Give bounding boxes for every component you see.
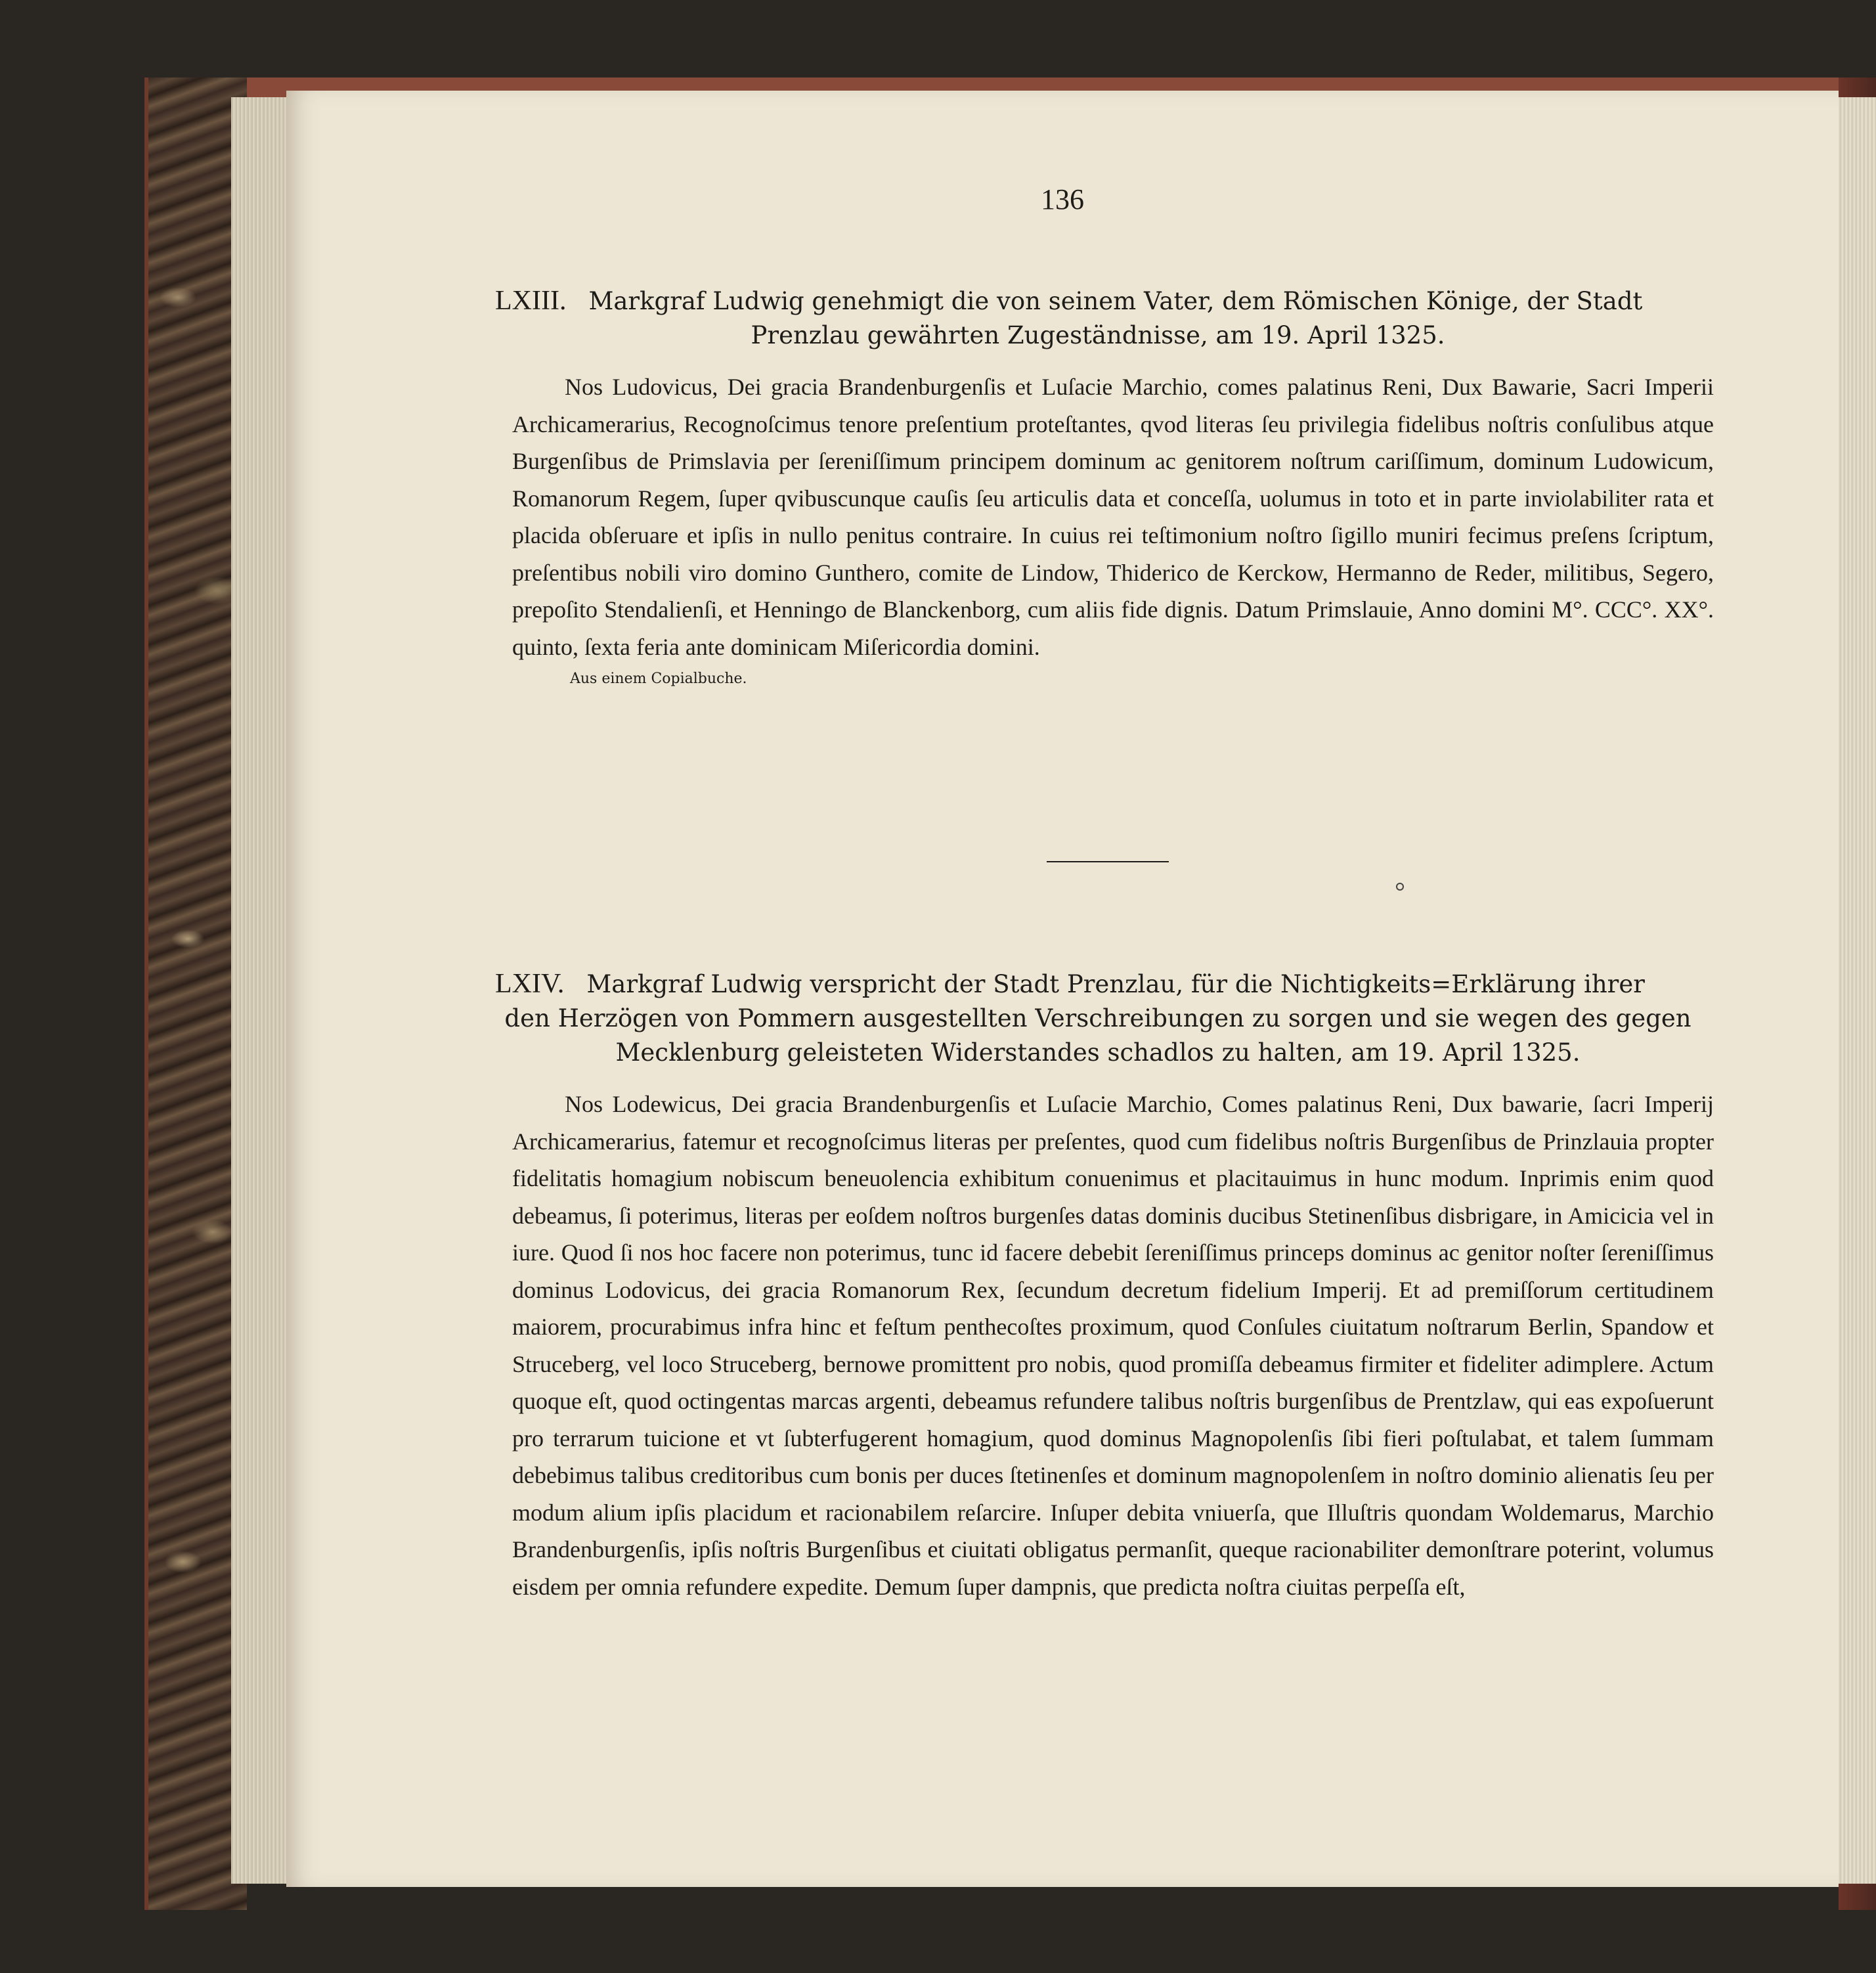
document-lxiv [286,967,1839,1605]
document-body: Nos Lodewicus, Dei gracia Brandenburgenſis et Luſacie Marchio, Comes palatinus Reni, Dux bawarie, ſacri Imperij Archicamerarius, fatemur et recognoſcimus literas per preſentes, quod cum fidelibus noſtris Burgenſibus de Prinzlauia propter fidelitatis homagium nobiscum beneuolencia exhibitum conuenimus et placitauimus in hunc modum. Inprimis enim quod debeamus, ſi poterimus, literas per eoſdem noſtros burgenſes datas dominis ducibus Stetinenſibus disbrigare, in Amicicia vel in iure. Quod ſi nos hoc facere non poterimus, tunc id facere debebit ſereniſſimus princeps dominus ac genitor noſter ſereniſſimus dominus Lodovicus, dei gracia Romanorum Rex, ſecundum decretum fidelium Imperij. Et ad premiſſorum certitudinem maiorem, procurabimus infra hinc et feſtum penthecoſtes proximum, quod Conſules ciuitatum noſtrarum Berlin, Spandow et Struceberg, vel loco Struceberg, bernowe promittent pro nobis, quod promiſſa debeamus firmiter et fideliter adimplere. Actum quoque eſt, quod octingentas marcas argenti, debeamus refundere talibus noſtris burgenſibus de Prentzlaw, qui eas expoſuerunt pro terrarum tuicione et vt ſubterfugerent homagium, quod dominus Magnopolenſis ſibi fieri poſtulabat, et talem ſummam debebimus talibus creditoribus cum bonis per duces ſtetinenſes et dominum magnopolenſem in noſtro dominio alienatis ſeu per modum alium ipſis placidum et racionabilem reſarcire. Inſuper debita vniuerſa, que Illuſtris quondam Woldemarus, Marchio Brandenburgenſis, ipſis noſtris Burgenſibus et ciuitati obligatus permanſit, queque racionabiliter demonſtrare poterint, volumus eisdem per omnia refundere expedite. Demum ſuper dampnis, que predicta noſtra ciuitas perpeſſa eſt, [512,1091,1714,1600]
heading-line-2: Prenzlau gewährten Zugeständnisse, am 19. April 1325. [751,321,1445,349]
section-divider [1047,861,1169,862]
heading-line-3: Mecklenburg geleisteten Widerstandes schadlos zu halten, am 19. April 1325. [615,1038,1581,1067]
page-edges-left [231,97,286,1884]
document-number: LXIII. [495,286,567,316]
page-number: 136 [1041,183,1084,215]
document-body: Nos Ludovicus, Dei gracia Brandenburgenſis et Luſacie Marchio, comes palatinus Reni, Dux Bawarie, Sacri Imperii Archicamerarius, Recognoſcimus tenore preſentium proteſtantes, qvod literas ſeu privilegia fidelibus noſtris conſulibus atque Burgenſibus de Primslavia per ſereniſſimum principem dominum ac genitorem noſtrum cariſſimum, dominum Ludowicum, Romanorum Regem, ſuper qvibuscunque cauſis ſeu articulis data et conceſſa, uolumus in toto et in parte inviolabiliter rata et placida obſeruare et ipſis in nullo penitus contraire. In cuius rei teſtimonium noſtro ſigillo muniri fecimus preſens ſcriptum, preſentibus nobili viro domino Gunthero, comite de Lindow, Thiderico de Kerckow, Hermanno de Reder, militibus, Segero, prepoſito Stendalienſi, et Henningo de Blanckenborg, cum aliis fide dignis. Datum Primslauie, Anno domini M°. CCC°. XX°. quinto, ſexta feria ante dominicam Miſericordia domini. [512,374,1714,660]
heading-line-1: Markgraf Ludwig verspricht der Stadt Prenzlau, für die Nichtigkeits=Erklärung ihrer [586,970,1645,998]
document-lxiii [286,284,1839,687]
paper-speck [1396,883,1404,891]
document-number: LXIV. [495,969,565,999]
page-edges-right [1839,97,1876,1884]
heading-line-2: den Herzögen von Pommern ausgestellten Verschreibungen zu sorgen und sie wegen des gegen [504,1004,1691,1032]
document-heading [495,967,1701,1070]
heading-line-1: Markgraf Ludwig genehmigt die von seinem Vater, dem Römischen Könige, der Stadt [588,287,1643,315]
source-note: Aus einem Copialbuche. [570,671,747,687]
document-heading [495,284,1701,353]
book-page [286,91,1839,1887]
